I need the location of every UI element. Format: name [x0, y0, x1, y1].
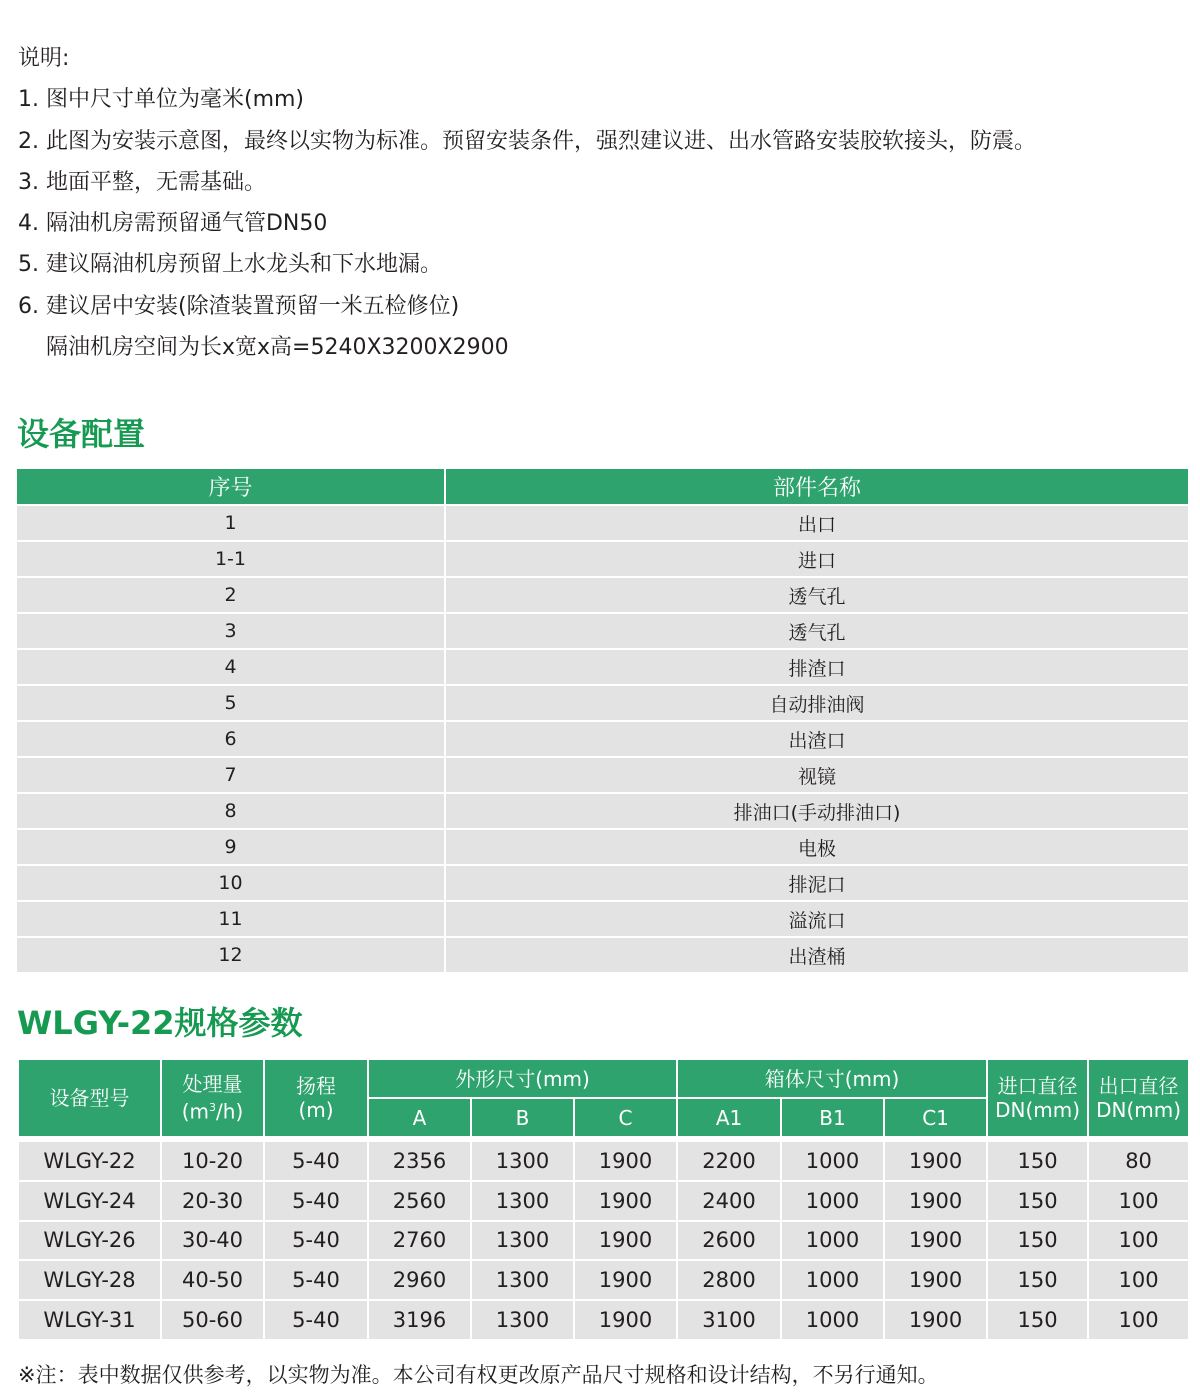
part-name-cell: 视镜 — [445, 757, 1188, 793]
c-cell: 1900 — [574, 1181, 677, 1221]
head-label: 扬程 — [296, 1074, 336, 1098]
table-row — [17, 793, 1188, 829]
index-cell: 3 — [17, 613, 445, 649]
head-cell: 5-40 — [264, 1221, 368, 1261]
table-row — [17, 613, 1188, 649]
table-row — [18, 1300, 1189, 1340]
b-cell: 1300 — [471, 1260, 574, 1300]
model-cell: WLGY-28 — [18, 1260, 161, 1300]
index-cell: 8 — [17, 793, 445, 829]
a-cell: 2356 — [368, 1139, 471, 1181]
c1-cell: 1900 — [884, 1221, 987, 1261]
part-name-cell: 出口 — [445, 505, 1188, 541]
c1-cell: 1900 — [884, 1139, 987, 1181]
c1-cell: 1900 — [884, 1260, 987, 1300]
spec-title: WLGY-22规格参数 — [17, 1004, 303, 1042]
head-cell: 5-40 — [264, 1300, 368, 1340]
b-cell: 1300 — [471, 1181, 574, 1221]
inlet-cell: 150 — [987, 1300, 1088, 1340]
table-row — [17, 541, 1188, 577]
flow-cell: 30-40 — [161, 1221, 264, 1261]
column-header-flow — [161, 1059, 264, 1139]
column-header-a1: A1 — [677, 1098, 781, 1139]
flow-cell: 50-60 — [161, 1300, 264, 1340]
index-cell: 10 — [17, 865, 445, 901]
b-cell: 1300 — [471, 1221, 574, 1261]
config-table — [17, 469, 1188, 972]
a-cell: 2560 — [368, 1181, 471, 1221]
column-group-outer-size: 外形尺寸(mm) — [368, 1059, 677, 1098]
note-line: 3. 地面平整，无需基础。 — [18, 169, 266, 195]
inlet-cell: 150 — [987, 1221, 1088, 1261]
table-row — [17, 757, 1188, 793]
index-cell: 12 — [17, 937, 445, 972]
outlet-label: 出口直径 — [1098, 1074, 1179, 1098]
note-line: 4. 隔油机房需预留通气管DN50 — [18, 211, 328, 237]
table-header-row — [18, 1059, 1189, 1098]
table-row — [17, 865, 1188, 901]
table-header-row — [17, 469, 1188, 505]
index-cell: 6 — [17, 721, 445, 757]
note-line: 6. 建议居中安装(除渣装置预留一米五检修位) — [18, 293, 460, 319]
table-row — [18, 1221, 1189, 1261]
column-header-head — [264, 1059, 368, 1139]
model-cell: WLGY-31 — [18, 1300, 161, 1340]
b-cell: 1300 — [471, 1139, 574, 1181]
flow-label: 处理量 — [182, 1072, 243, 1097]
index-cell: 7 — [17, 757, 445, 793]
notes-heading: 说明: — [18, 46, 70, 71]
part-name-cell: 排泥口 — [445, 865, 1188, 901]
note-line: 1. 图中尺寸单位为毫米(mm) — [18, 87, 305, 113]
inlet-cell: 150 — [987, 1260, 1088, 1300]
part-name-cell: 溢流口 — [445, 901, 1188, 937]
table-row — [17, 937, 1188, 972]
outlet-cell: 100 — [1088, 1300, 1189, 1340]
part-name-cell: 自动排油阀 — [445, 685, 1188, 721]
column-header-model: 设备型号 — [18, 1059, 161, 1139]
column-header-b: B — [471, 1098, 574, 1139]
a-cell: 2960 — [368, 1260, 471, 1300]
column-header-part-name: 部件名称 — [445, 469, 1188, 505]
a-cell: 3196 — [368, 1300, 471, 1340]
c1-cell: 1900 — [884, 1181, 987, 1221]
flow-cell: 10-20 — [161, 1139, 264, 1181]
a1-cell: 2600 — [677, 1221, 781, 1261]
a-cell: 2760 — [368, 1221, 471, 1261]
b1-cell: 1000 — [781, 1181, 884, 1221]
inlet-cell: 150 — [987, 1181, 1088, 1221]
column-header-c1: C1 — [884, 1098, 987, 1139]
table-row — [17, 901, 1188, 937]
b1-cell: 1000 — [781, 1300, 884, 1340]
table-row — [17, 577, 1188, 613]
head-cell: 5-40 — [264, 1139, 368, 1181]
spec-table-body — [18, 1139, 1189, 1340]
table-row — [18, 1139, 1189, 1181]
column-header-outlet — [1088, 1059, 1189, 1139]
a1-cell: 2800 — [677, 1260, 781, 1300]
outlet-cell: 100 — [1088, 1260, 1189, 1300]
config-table-body — [17, 505, 1188, 972]
b1-cell: 1000 — [781, 1260, 884, 1300]
part-name-cell: 出渣口 — [445, 721, 1188, 757]
head-cell: 5-40 — [264, 1181, 368, 1221]
table-row — [17, 505, 1188, 541]
column-header-b1: B1 — [781, 1098, 884, 1139]
note-line: 5. 建议隔油机房预留上水龙头和下水地漏。 — [18, 252, 442, 278]
table-row — [17, 685, 1188, 721]
index-cell: 2 — [17, 577, 445, 613]
part-name-cell: 透气孔 — [445, 613, 1188, 649]
model-cell: WLGY-26 — [18, 1221, 161, 1261]
index-cell: 1-1 — [17, 541, 445, 577]
notes-section — [18, 38, 1178, 368]
flow-unit: $(m^3/h)$ — [181, 1099, 244, 1124]
index-cell: 11 — [17, 901, 445, 937]
part-name-cell: 排渣口 — [445, 649, 1188, 685]
part-name-cell: 电极 — [445, 829, 1188, 865]
a1-cell: 2400 — [677, 1181, 781, 1221]
table-row — [17, 649, 1188, 685]
spec-table — [17, 1058, 1190, 1341]
c-cell: 1900 — [574, 1139, 677, 1181]
note-line: 2. 此图为安装示意图，最终以实物为标准。预留安装条件，强烈建议进、出水管路安装胶软接头，防震。 — [18, 128, 1036, 154]
outlet-unit: DN(mm) — [1096, 1098, 1182, 1122]
c-cell: 1900 — [574, 1260, 677, 1300]
part-name-cell: 透气孔 — [445, 577, 1188, 613]
c-cell: 1900 — [574, 1300, 677, 1340]
head-unit: (m) — [298, 1098, 334, 1122]
column-group-box-size: 箱体尺寸(mm) — [677, 1059, 987, 1098]
part-name-cell: 排油口(手动排油口) — [445, 793, 1188, 829]
inlet-cell: 150 — [987, 1139, 1088, 1181]
column-header-a: A — [368, 1098, 471, 1139]
outlet-cell: 80 — [1088, 1139, 1189, 1181]
table-row — [17, 721, 1188, 757]
model-cell: WLGY-22 — [18, 1139, 161, 1181]
column-header-inlet — [987, 1059, 1088, 1139]
a1-cell: 3100 — [677, 1300, 781, 1340]
b1-cell: 1000 — [781, 1139, 884, 1181]
table-row — [17, 829, 1188, 865]
note-line: 隔油机房空间为长x宽x高=5240X3200X2900 — [46, 335, 509, 361]
part-name-cell: 出渣桶 — [445, 937, 1188, 972]
b-cell: 1300 — [471, 1300, 574, 1340]
part-name-cell: 进口 — [445, 541, 1188, 577]
index-cell: 5 — [17, 685, 445, 721]
column-header-c: C — [574, 1098, 677, 1139]
footnote: ※注：表中数据仅供参考，以实物为准。本公司有权更改原产品尺寸规格和设计结构，不另行通知。 — [18, 1363, 939, 1387]
table-row — [18, 1181, 1189, 1221]
flow-cell: 40-50 — [161, 1260, 264, 1300]
index-cell: 1 — [17, 505, 445, 541]
flow-cell: 20-30 — [161, 1181, 264, 1221]
model-cell: WLGY-24 — [18, 1181, 161, 1221]
config-title: 设备配置 — [17, 415, 146, 453]
b1-cell: 1000 — [781, 1221, 884, 1261]
c1-cell: 1900 — [884, 1300, 987, 1340]
inlet-unit: DN(mm) — [995, 1098, 1081, 1122]
c-cell: 1900 — [574, 1221, 677, 1261]
index-cell: 9 — [17, 829, 445, 865]
head-cell: 5-40 — [264, 1260, 368, 1300]
column-header-index: 序号 — [17, 469, 445, 505]
inlet-label: 进口直径 — [997, 1074, 1078, 1098]
outlet-cell: 100 — [1088, 1221, 1189, 1261]
outlet-cell: 100 — [1088, 1181, 1189, 1221]
index-cell: 4 — [17, 649, 445, 685]
a1-cell: 2200 — [677, 1139, 781, 1181]
table-row — [18, 1260, 1189, 1300]
